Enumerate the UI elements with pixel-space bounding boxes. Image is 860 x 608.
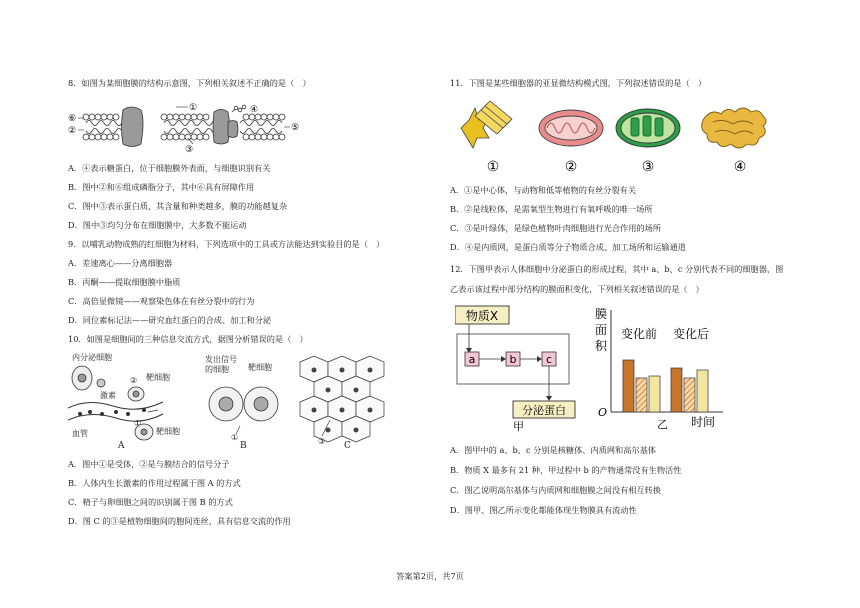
q12-option-b: B．物质 X 最多有 21 种，甲过程中 b 的产物通常没有生物活性 — [450, 465, 682, 475]
bar-after-1 — [671, 368, 682, 412]
q11-stem: 11．下图是某些细胞器的亚显微结构模式图，下列叙述错误的是（ ） — [450, 78, 707, 88]
panel-a-caption: A — [118, 441, 125, 450]
yi-ylabel-2: 面 — [595, 323, 608, 337]
label-3: ③ — [185, 145, 194, 154]
bar-before-3 — [649, 376, 660, 412]
figure-yi-caption: 乙 — [657, 418, 668, 431]
chloroplast-icon — [616, 109, 680, 147]
vessel-label: 血管 — [72, 429, 88, 438]
q9-option-b: B．丙酮——提取细胞膜中脂质 — [68, 277, 181, 287]
q12-stem-line1: 12．下图甲表示人体细胞中分泌蛋白的形成过程，其中 a、b、c 分别代表不同的细胞器，图 — [450, 264, 784, 274]
organelle-label-3: ③ — [641, 159, 655, 175]
yi-ylabel-3: 积 — [595, 339, 608, 353]
bar-after-2 — [684, 378, 695, 412]
organelle-a-label: a — [468, 353, 476, 366]
q10-option-b: B．人体内生长激素的作用过程属于图 A 的方式 — [68, 478, 241, 488]
substance-x-label: 物质X — [465, 309, 499, 323]
label-4: ④ — [250, 105, 259, 115]
b-target-label: 靶细胞 — [248, 363, 272, 372]
label-5: ⑤ — [291, 123, 300, 133]
q8-stem: 8．如图为某细胞膜的结构示意图，下列相关叙述不正确的是（ ） — [68, 78, 311, 88]
bar-before-2 — [636, 378, 647, 412]
q8-option-a: A．④表示糖蛋白，位于细胞膜外表面，与细胞识别有关 — [68, 163, 271, 173]
q12-option-c: C．图乙说明高尔基体与内质网和细胞膜之间没有相互转换 — [450, 485, 661, 495]
q12-stem-line2: 乙表示该过程中部分结构的膜面积变化，下列相关叙述错误的是（ ） — [450, 284, 704, 294]
panel-a — [68, 352, 180, 450]
panel-b — [205, 354, 278, 450]
q10-option-d: D．图 C 的③是植物细胞间的胞间连丝，具有信息交流的作用 — [68, 516, 291, 526]
q11-option-b: B．②是线粒体，是需氧型生物进行有氧呼吸的唯一场所 — [450, 204, 653, 214]
q8-option-b: B．图中②和⑥组成磷脂分子，其中⑥具有屏障作用 — [68, 182, 255, 192]
q11-option-c: C．③是叶绿体，是绿色植物叶肉细胞进行光合作用的场所 — [450, 223, 661, 233]
target-cell-1-label: 靶细胞 — [146, 373, 170, 382]
cell-membrane-diagram — [68, 100, 308, 154]
q9-option-d: D．同位素标记法——研究血红蛋白的合成、加工和分泌 — [68, 315, 272, 325]
q8-option-c: C．图中③表示蛋白质，其含量和种类越多，膜的功能越复杂 — [68, 201, 288, 211]
bar-before-1 — [623, 360, 634, 412]
a-num-2: ② — [130, 376, 138, 385]
q9-option-a: A．差速离心——分离细胞器 — [68, 258, 173, 268]
endocrine-cell-label: 内分泌细胞 — [72, 353, 112, 362]
secretory-protein-diagram — [455, 302, 755, 432]
hormone-label: 激素 — [100, 391, 116, 400]
panel-c — [300, 356, 384, 450]
figure-yi — [595, 307, 723, 431]
q8-option-d: D．图中③均匀分布在细胞膜中，大多数不能运动 — [68, 220, 247, 230]
panel-c-caption: C — [344, 441, 351, 450]
label-6: ⑥ — [68, 114, 77, 124]
page-footer: 答案第2页，共7页 — [396, 571, 464, 581]
mitochondrion-icon — [539, 110, 603, 146]
origin-label: O — [598, 406, 608, 419]
yi-ylabel-1: 膜 — [595, 307, 608, 321]
q12-option-d: D．图甲、图乙所示变化都能体现生物膜具有流动性 — [450, 505, 637, 515]
c-num-3: ③ — [318, 437, 326, 446]
q9-stem: 9．以哺乳动物成熟的红细胞为材料，下列选项中的工具或方法能达到实验目的是（ ） — [68, 239, 385, 249]
organelle-label-4: ④ — [733, 159, 747, 175]
time-label: 时间 — [691, 415, 716, 429]
organelle-c-label: c — [545, 353, 553, 366]
q11-option-d: D．④是内质网，是蛋白质等分子物质合成、加工场所和运输通道 — [450, 242, 686, 252]
q11-option-a: A．①是中心体，与动物和低等植物的有丝分裂有关 — [450, 185, 637, 195]
figure-jia-caption: 甲 — [513, 420, 524, 432]
bar-after-3 — [697, 370, 708, 412]
b-num-1: ① — [231, 433, 239, 442]
centriole-icon — [461, 101, 512, 148]
membrane-proteins — [122, 107, 239, 147]
panel-b-caption: B — [240, 441, 247, 450]
organelles-diagram — [455, 100, 795, 176]
label-1: ① — [189, 103, 198, 113]
q10-option-a: A．图中①是受体，②是与膜结合的信号分子 — [68, 459, 230, 469]
signal-cell-label-2: 的细胞 — [205, 365, 229, 374]
label-2: ② — [68, 126, 77, 136]
secretory-protein-label: 分泌蛋白 — [522, 404, 566, 417]
organelle-label-2: ② — [564, 159, 578, 175]
before-label: 变化前 — [621, 327, 658, 341]
organelle-label-1: ① — [486, 159, 500, 175]
cell-signaling-diagram — [68, 350, 388, 450]
after-label: 变化后 — [673, 327, 710, 341]
endoplasmic-reticulum-icon — [702, 108, 766, 148]
q10-option-c: C．精子与卵细胞之间的识别属于图 B 的方式 — [68, 497, 233, 507]
signal-cell-label-1: 发出信号 — [205, 355, 237, 364]
q9-option-c: C．高倍显微镜——观察染色体在有丝分裂中的行为 — [68, 296, 255, 306]
q12-option-a: A．图甲中的 a、b、c 分别是核糖体、内质网和高尔基体 — [450, 445, 656, 455]
organelle-b-label: b — [509, 353, 517, 366]
a-num-1: ① — [134, 419, 142, 428]
figure-jia — [455, 306, 575, 432]
target-cell-2-label: 靶细胞 — [156, 427, 180, 436]
q10-stem: 10．如图是细胞间的三种信息交流方式，据图分析错误的是（ ） — [68, 334, 308, 344]
